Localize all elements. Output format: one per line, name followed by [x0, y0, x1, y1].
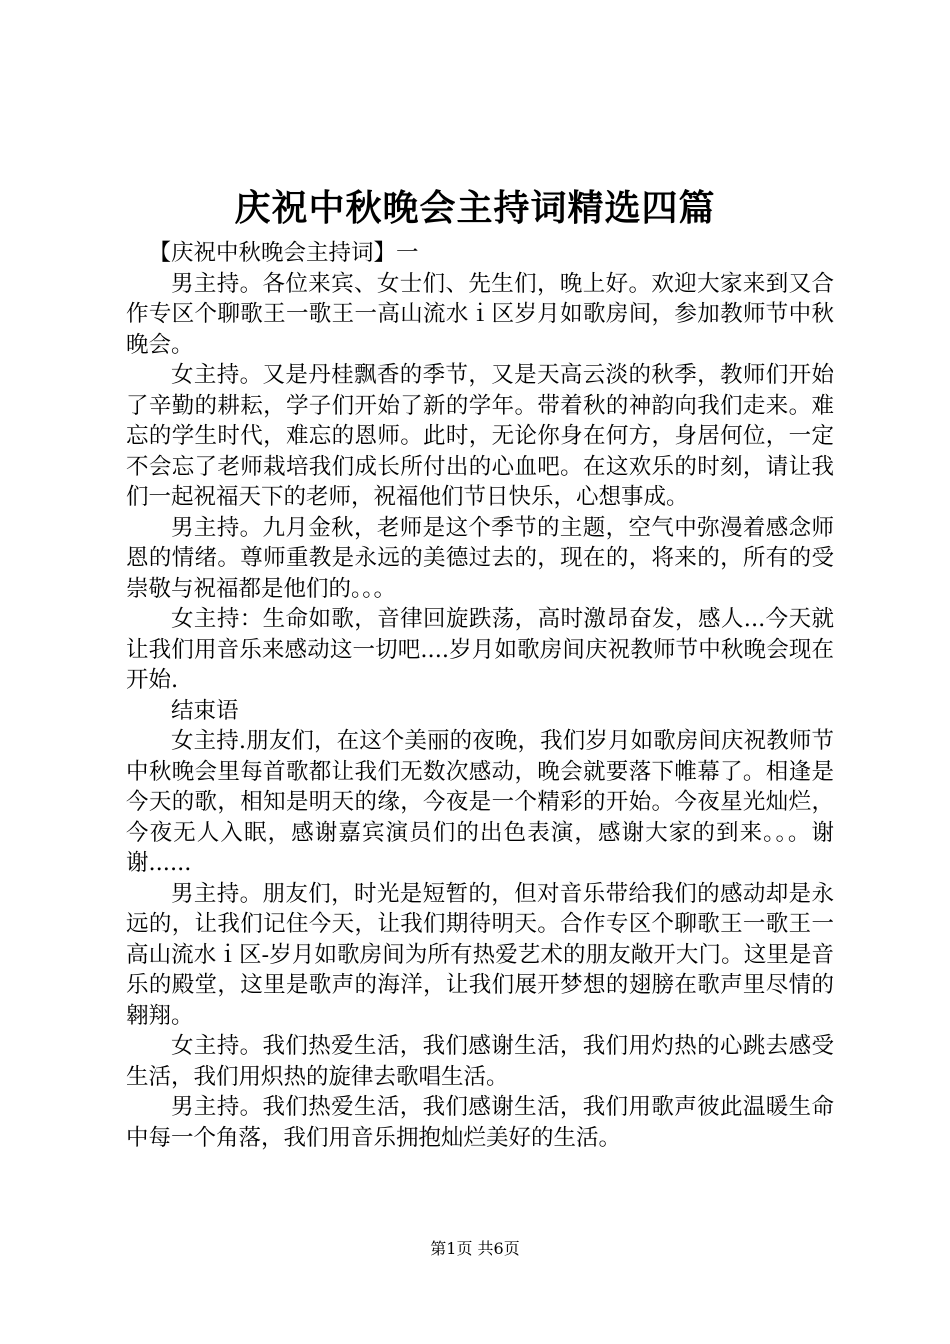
paragraph-male-host-opening: 男主持。各位来宾、女士们、先生们，晚上好。欢迎大家来到又合作专区个聊歌王一歌王一高山流水ｉ区岁月如歌房间，参加教师节中秋晚会。: [126, 270, 834, 358]
paragraph-male-host-life: 男主持。我们热爱生活，我们感谢生活，我们用歌声彼此温暖生命中每一个角落，我们用音乐拥抱灿烂美好的生活。: [126, 1094, 834, 1151]
paragraph-female-host-life: 女主持。我们热爱生活，我们感谢生活，我们用灼热的心跳去感受生活，我们用炽热的旋律去歌唱生活。: [126, 1033, 834, 1090]
paragraph-male-host-closing: 男主持。朋友们，时光是短暂的，但对音乐带给我们的感动却是永远的，让我们记住今天，让我们期待明天。合作专区个聊歌王一歌王一高山流水ｉ区-岁月如歌房间为所有热爱艺术的朋友敞开大门。这里是音乐的殿堂，这里是歌声的海洋，让我们展开梦想的翅膀在歌声里尽情的翱翔。: [126, 880, 834, 1029]
paragraph-male-host-theme: 男主持。九月金秋，老师是这个季节的主题，空气中弥漫着感念师恩的情绪。尊师重教是永远的美德过去的，现在的，将来的，所有的受崇敬与祝福都是他们的。。。: [126, 514, 834, 602]
section-heading-closing: 结束语: [171, 697, 239, 724]
paragraph-female-host-opening: 女主持。又是丹桂飘香的季节，又是天高云淡的秋季，教师们开始了辛勤的耕耘，学子们开始了新的学年。带着秋的神韵向我们走来。难忘的学生时代，难忘的恩师。此时，无论你身在何方，身居何位，一定不会忘了老师栽培我们成长所付出的心血吧。在这欢乐的时刻，请让我们一起祝福天下的老师，祝福他们节日快乐，心想事成。: [126, 362, 834, 510]
paragraph-female-host-closing: 女主持.朋友们，在这个美丽的夜晚，我们岁月如歌房间庆祝教师节中秋晚会里每首歌都让我们无数次感动，晚会就要落下帷幕了。相逢是今天的歌，相知是明天的缘，今夜是一个精彩的开始。今夜星光灿烂，今夜无人入眠，感谢嘉宾演员们的出色表演，感谢大家的到来。。。谢谢......: [126, 728, 834, 876]
paragraph-female-host-start: 女主持：生命如歌，音律回旋跌荡，高时激昂奋发，感人...今天就让我们用音乐来感动这一切吧....岁月如歌房间庆祝教师节中秋晚会现在开始.: [126, 606, 834, 693]
document-body: [126, 238, 834, 1153]
section-heading-part-one: 【庆祝中秋晚会主持词】一: [148, 240, 419, 266]
page-number-footer: 第1页 共6页: [430, 1239, 520, 1258]
document-title: 庆祝中秋晚会主持词精选四篇: [234, 187, 716, 229]
